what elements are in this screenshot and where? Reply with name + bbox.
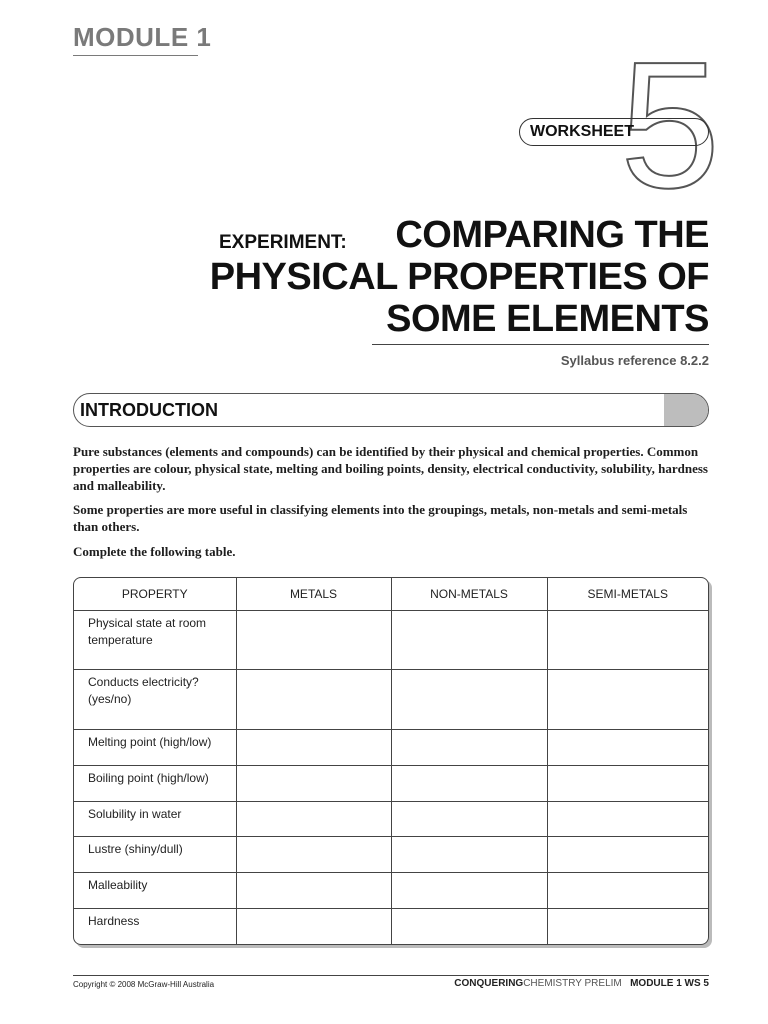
introduction-banner-tab: [664, 394, 708, 426]
answer-cell-semi-metals[interactable]: [547, 873, 708, 909]
answer-cell-metals[interactable]: [236, 873, 391, 909]
answer-cell-non-metals[interactable]: [391, 873, 547, 909]
property-cell: Lustre (shiny/dull): [74, 837, 236, 873]
answer-cell-metals[interactable]: [236, 837, 391, 873]
answer-cell-semi-metals[interactable]: [547, 670, 708, 729]
answer-cell-metals[interactable]: [236, 611, 391, 670]
intro-paragraph-3: Complete the following table.: [73, 544, 236, 559]
property-cell: Boiling point (high/low): [74, 765, 236, 801]
introduction-heading: INTRODUCTION: [80, 400, 218, 420]
footer-divider: [73, 975, 709, 976]
answer-cell-non-metals[interactable]: [391, 801, 547, 837]
answer-cell-non-metals[interactable]: [391, 765, 547, 801]
answer-cell-non-metals[interactable]: [391, 909, 547, 944]
answer-cell-non-metals[interactable]: [391, 611, 547, 670]
property-cell: Conducts electricity? (yes/no): [74, 670, 236, 729]
syllabus-reference: Syllabus reference 8.2.2: [560, 353, 709, 368]
module-underline: [73, 55, 198, 56]
property-cell: Melting point (high/low): [74, 729, 236, 765]
answer-cell-semi-metals[interactable]: [547, 765, 708, 801]
answer-cell-metals[interactable]: [236, 729, 391, 765]
module-heading: MODULE 1: [73, 22, 212, 52]
title-line-1: COMPARING THE: [395, 214, 709, 256]
header-semi-metals: SEMI-METALS: [547, 578, 708, 611]
intro-paragraph-2: Some properties are more useful in classifying elements into the groupings, metals, non-metals and semi-metals than others.: [73, 502, 688, 534]
table-header-row: [74, 578, 708, 611]
table-row: [74, 837, 708, 873]
title-underline: [372, 344, 709, 345]
title-line-2: PHYSICAL PROPERTIES OF: [209, 256, 709, 298]
footer-series: [454, 978, 709, 989]
table-row: [74, 801, 708, 837]
worksheet-number: 5: [620, 25, 721, 226]
header-metals: METALS: [236, 578, 391, 611]
answer-cell-metals[interactable]: [236, 801, 391, 837]
answer-cell-metals[interactable]: [236, 765, 391, 801]
intro-paragraph-1: Pure substances (elements and compounds) can be identified by their physical and chemical properties. Common properties are colour, physical state, melting and boiling points, density, electrical conductivity, solubility, hardness and malleability.: [73, 444, 708, 493]
table-row: [74, 670, 708, 729]
table-row: [74, 765, 708, 801]
header-non-metals: NON-METALS: [391, 578, 547, 611]
answer-cell-non-metals[interactable]: [391, 837, 547, 873]
title-line-3: SOME ELEMENTS: [386, 298, 709, 340]
footer-series-light: CHEMISTRY PRELIM: [523, 978, 622, 989]
footer-module-ws: MODULE 1 WS 5: [630, 978, 709, 989]
property-cell: Physical state at room temperature: [74, 611, 236, 670]
properties-table: [73, 577, 709, 945]
table-row: [74, 873, 708, 909]
answer-cell-semi-metals[interactable]: [547, 729, 708, 765]
answer-cell-non-metals[interactable]: [391, 670, 547, 729]
answer-cell-non-metals[interactable]: [391, 729, 547, 765]
footer-series-bold: CONQUERING: [454, 978, 524, 989]
worksheet-label: WORKSHEET: [530, 123, 634, 140]
property-cell: Hardness: [74, 909, 236, 944]
answer-cell-metals[interactable]: [236, 670, 391, 729]
copyright-notice: Copyright © 2008 McGraw-Hill Australia: [73, 980, 215, 989]
table-row: [74, 729, 708, 765]
answer-cell-metals[interactable]: [236, 909, 391, 944]
answer-cell-semi-metals[interactable]: [547, 611, 708, 670]
answer-cell-semi-metals[interactable]: [547, 909, 708, 944]
answer-cell-semi-metals[interactable]: [547, 801, 708, 837]
table-row: [74, 909, 708, 944]
table-row: [74, 611, 708, 670]
experiment-label: EXPERIMENT:: [219, 232, 347, 253]
property-cell: Solubility in water: [74, 801, 236, 837]
answer-cell-semi-metals[interactable]: [547, 837, 708, 873]
property-cell: Malleability: [74, 873, 236, 909]
header-property: PROPERTY: [74, 578, 236, 611]
